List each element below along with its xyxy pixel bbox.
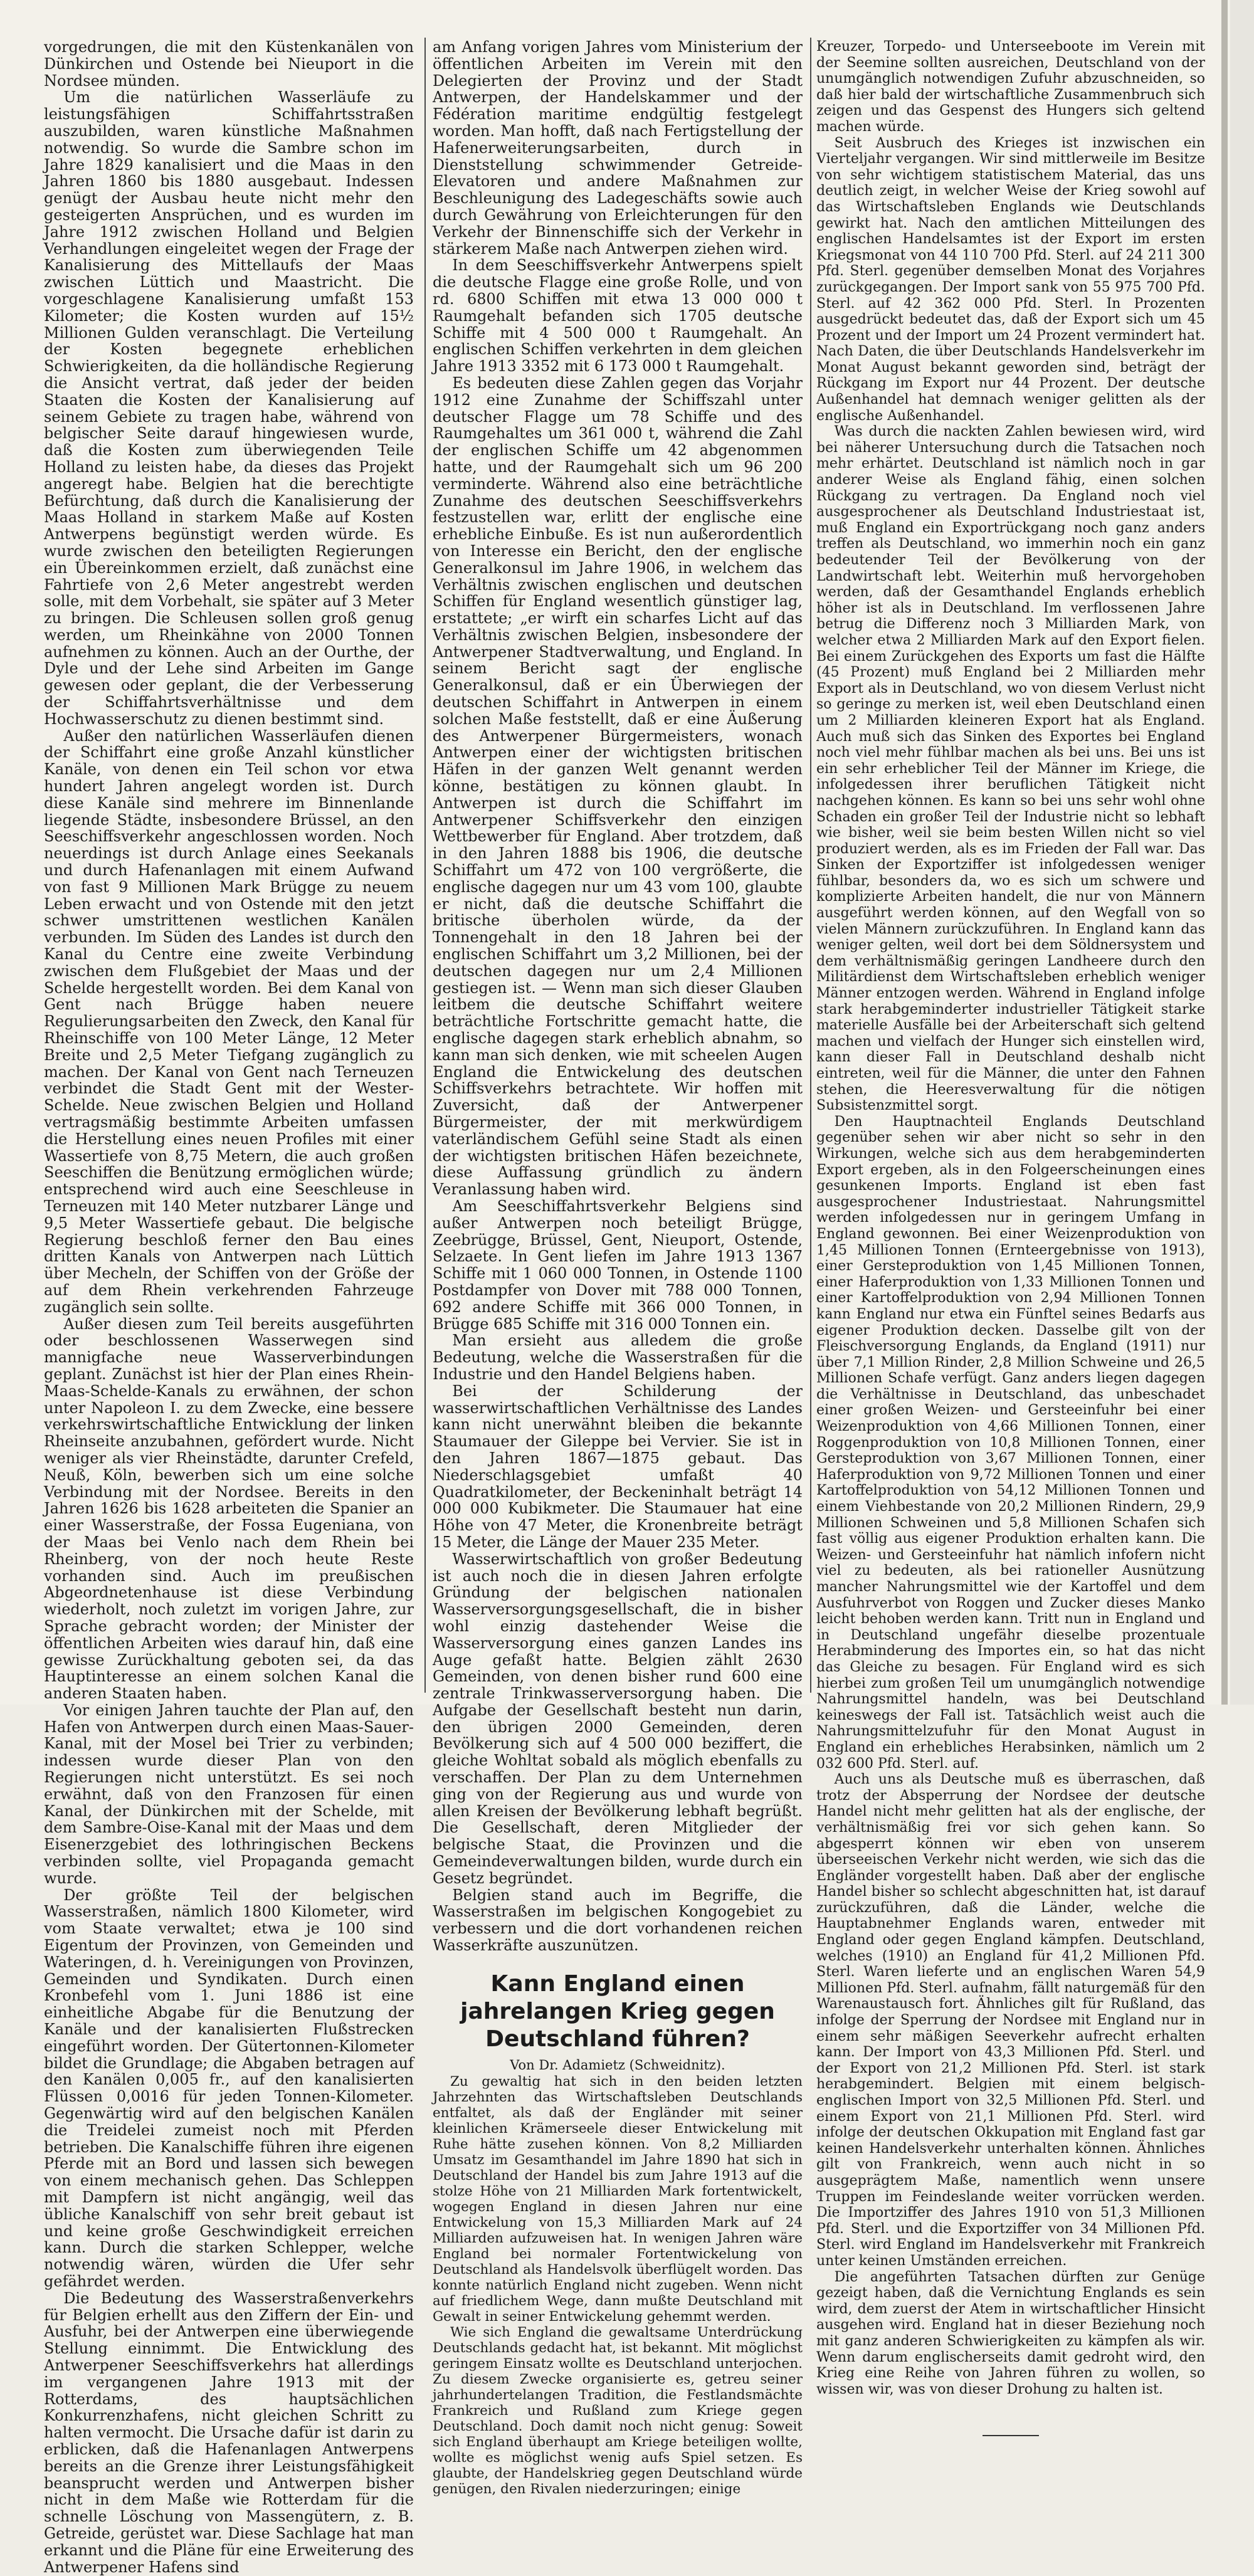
paragraph: Außer diesen zum Teil bereits ausgeführten oder beschlossenen Wasserwegen sind mannigfache neue Wasserverbindungen geplant. Zunächst ist hier der Plan eines Rhein-Maas-Schelde-Kanals zu erwähnen, der schon unter Napoleon I. zu dem Zwecke, eine bessere verkehrswirtschaftliche Entwicklung der linken Rheinseite anzubahnen, gefördert wurde. Nicht weniger als vier Rheinstädte, darunter Crefeld, Neuß, Köln, bewerben sich um eine solche Verbindung mit der Nordsee. Bereits in den Jahren 1626 bis 1628 arbeiteten die Spanier an einer Wasserstraße, der Fossa Eugeniana, von der Maas bei Venlo nach dem Rhein bei Rheinberg, von der noch heute Reste vorhanden sind. Auch im preußischen Abgeordnetenhause ist diese Verbindung wiederholt, noch zuletzt im vorigen Jahre, zur Sprache gebracht worden; der Minister der öffentlichen Arbeiten wies darauf hin, daß eine gewisse Zurückhaltung geboten sei, da das Hauptinteresse an einem solchen Kanal die anderen Staaten haben. [44,1315,414,1703]
column-1 [44,38,414,2576]
end-of-article-rule [983,2435,1039,2436]
paragraph: Seit Ausbruch des Krieges ist inzwischen ein Vierteljahr vergangen. Wir sind mittlerweile im Besitze von sehr wichtigem statistischem Material, das uns deutlich zeigt, in welcher Weise der Krieg sowohl auf das Wirtschaftsleben Englands wie Deutschlands gewirkt hat. Nach den amtlichen Mitteilungen des englischen Handelsamtes ist der Export im ersten Kriegsmonat von 44 110 700 Pfd. Sterl. auf 24 211 300 Pfd. Sterl. gegenüber demselben Monat des Vorjahres zurückgegangen. Der Import sank von 55 975 700 Pfd. Sterl. auf 42 362 000 Pfd. Sterl. In Prozenten ausgedrückt bedeutet das, daß der Export sich um 45 Prozent und der Import um 24 Prozent vermindert hat. Nach Daten, die über Deutschlands Handelsverkehr im Monat August bekannt geworden sind, beträgt der Rückgang im Export nur 44 Prozent. Der deutsche Außenhandel hat demnach weniger gelitten als der englische Außenhandel. [816,135,1205,424]
article-byline: Von Dr. Adamietz (Schweidnitz). [510,2057,725,2073]
paragraph: Auch uns als Deutsche muß es überraschen, daß trotz der Absperrung der Nordsee der deutsche Handel nicht mehr gelitten hat als der englische, der verhältnismäßig frei vor sich gehen kann. So abgesperrt können wir eben von unserem überseeischen Verkehr nicht werden, wie sich das die Engländer vorgestellt haben. Daß aber der englische Handel bisher so schlecht abgeschnitten hat, ist darauf zurückzuführen, daß die Länder, welche die Hauptabnehmer Englands waren, entweder mit England oder gegen England kämpfen. Deutschland, welches (1910) an England für 41,2 Millionen Pfd. Sterl. Waren lieferte und an englischen Waren 54,9 Millionen Pfd. Sterl. aufnahm, fällt naturgemäß für den Warenaustausch fort. Ähnliches gilt für Rußland, das infolge der Sperrung der Nordsee mit England nur in einem sehr mäßigen Seeverkehr aufrecht erhalten kann. Der Import von 43,3 Millionen Pfd. Sterl. und der Export von 21,2 Millionen Pfd. Sterl. ist stark herabgemindert. Belgien mit einem belgisch-englischen Import von 32,5 Millionen Pfd. Sterl. und einem Export von 21,1 Millionen Pfd. Sterl. wird infolge der deutschen Okkupation mit England fast gar keinen Handelsverkehr unterhalten können. Ähnliches gilt von Frankreich, wenn auch nicht in so ausgeprägtem Maße, namentlich wenn unsere Truppen im Feindeslande weiter vorrücken werden. Die Importziffer des Jahres 1910 von 51,3 Millionen Pfd. Sterl. und die Exportziffer von 34 Millionen Pfd. Sterl. wird England im Handelsverkehr mit Frankreich unter keinen Umständen erreichen. [816,1772,1205,2269]
paragraph: Belgien stand auch im Begriffe, die Wasserstraßen im belgischen Kongogebiet zu verbessern und die dort vorhandenen reichen Wasserkräfte auszunützen. [433,1886,803,1955]
paragraph: Was durch die nackten Zahlen bewiesen wird, wird bei näherer Untersuchung durch die Tatsachen noch mehr erhärtet. Deutschland ist nämlich noch in gar anderer Weise als England fähig, einen solchen Rückgang zu vertragen. Da England noch viel ausgesprochener als Deutschland Industriestaat ist, muß England ein Exportrückgang noch ganz anders treffen als Deutschland, wo immerhin noch ein ganz bedeutender Teil der Bevölkerung von der Landwirtschaft lebt. Weiterhin muß hervorgehoben werden, daß der Gesamthandel Englands erheblich höher ist als in Deutschland. Im verflossenen Jahre betrug die Differenz noch 3 Milliarden Mark, von welcher etwa 2 Milliarden Mark auf den Export fielen. Bei einem Zurückgehen des Exports um fast die Hälfte (45 Prozent) muß England bei 2 Milliarden mehr Export als in Deutschland, wo von diesem Verlust nicht so geringe zu merken ist, weil eben Deutschland einen um 2 Milliarden kleineren Export hat als England. Auch muß sich das Sinken des Exportes bei England noch viel mehr fühlbar machen als bei uns. Bei uns ist ein sehr erheblicher Teil der Männer im Kriege, die infolgedessen ihrer beruflichen Tätigkeit nicht nachgehen können. Es kann so bei uns sehr wohl ohne Schaden ein großer Teil der Industrie nicht so lebhaft wie bisher, weil sie beim besten Willen nicht so viel produziert werden, als es im Frieden der Fall war. Das Sinken der Exportziffer ist infolgedessen weniger fühlbar, besonders da, wo es sich um schwere und komplizierte Arbeiten handelt, die nur von Männern ausgeführt werden können, auf den Wegfall von so vielen Männern zurückzuführen. In England kann das weniger gelten, weil dort bei dem Söldnersystem und dem verhältnismäßig geringen Landheere durch den Militärdienst dem Wirtschaftsleben erheblich weniger Männer entzogen werden. Während in England infolge stark herabgeminderter industrieller Tätigkeit starke materielle Ausfälle bei der Arbeiterschaft sich geltend machen und vielfach der Hunger sich einstellen wird, kann dieser Fall in Deutschland deshalb nicht eintreten, weil für die Männer, die unter den Fahnen stehen, die Heeresverwaltung für die nötigen Subsistenzmittel sorgt. [816,424,1205,1114]
paragraph: am Anfang vorigen Jahres vom Ministerium der öffentlichen Arbeiten im Verein mit den Delegierten der Provinz und der Stadt Antwerpen, der Handelskammer und der Fédération maritime endgültig festgelegt worden. Man hofft, daß nach Fertigstellung der Hafenerweiterungsarbeiten, durch in Dienststellung schwimmender Getreide-Elevatoren und andere Maßnahmen zur Beschleunigung des Ladegeschäfts sowie auch durch Gewährung von Erleichterungen für den Verkehr der Binnenschiffe sich der Verkehr in stärkerem Maße nach Antwerpen ziehen wird. [433,38,803,258]
column-rule-1 [424,38,426,1693]
paragraph: Wasserwirtschaftlich von großer Bedeutung ist auch noch die in diesen Jahren erfolgte Gründung der belgischen nationalen Wasserversorgungsgesellschaft, die in bisher wohl einzig dastehender Weise die Wasserversorgung eines ganzen Landes ins Auge gefaßt hatte. Belgien zählt 2630 Gemeinden, von denen bisher rund 600 eine zentrale Trinkwasserversorgung haben. Die Aufgabe der Gesellschaft besteht nun darin, den übrigen 2000 Gemeinden, deren Bevölkerung sich auf 4 500 000 beziffert, die gleiche Wohltat sobald als möglich ebenfalls zu verschaffen. Der Plan zu dem Unternehmen ging von der Regierung aus und wurde von allen Kreisen der Bevölkerung lebhaft begrüßt. Die Gesellschaft, deren Mitglieder der belgische Staat, die Provinzen und die Gemeindeverwaltungen bilden, wurde durch ein Gesetz begründet. [433,1550,803,1887]
page-edge-shadow [1221,0,1228,1705]
paragraph: Es bedeuten diese Zahlen gegen das Vorjahr 1912 eine Zunahme der Schiffszahl unter deutscher Flagge um 78 Schiffe und des Raumgehaltes um 361 000 t, während die Zahl der englischen Schiffe um 42 abgenommen hatte, und der Raumgehalt sich um 96 200 verminderte. Während also eine beträchtliche Zunahme des deutschen Seeschiffsverkehrs festzustellen war, erlitt der englische eine erhebliche Einbuße. Es ist nun außerordentlich von Interesse ein Bericht, den der englische Generalkonsul im Jahre 1906, in welchem das Verhältnis zwischen englischen und deutschen Schiffen für England wesentlich günstiger lag, erstattete; „er wirft ein scharfes Licht auf das Verhältnis zwischen Belgien, insbesondere der Antwerpener Stadtverwaltung, und England. In seinem Bericht sagt der englische Generalkonsul, daß er ein Überwiegen der deutschen Schiffahrt in Antwerpen in einem solchen Maße feststellt, daß er eine Äußerung des Antwerpener Bürgermeisters, wonach Antwerpen einer der wichtigsten britischen Häfen in der ganzen Welt genannt werden könne, bestätigen zu können glaubt. In Antwerpen ist durch die Schiffahrt im Antwerpener Schiffsverkehr den einzigen Wettbewerber für England. Aber trotzdem, daß in den Jahren 1888 bis 1906, die deutsche Schiffahrt um 472 von 100 vergrößerte, die englische dagegen nur um 43 vom 100, glaubte er nicht, daß die deutsche Schiffahrt die britische überholen würde, da der Tonnengehalt in den 18 Jahren bei der englischen Schiffahrt um 3,2 Millionen, bei der deutschen dagegen nur um 2,4 Millionen gestiegen ist. — Wenn man sich dieser Glauben leitbem die deutsche Schiffahrt weitere beträchtliche Fortschritte gemacht hatte, die englische dagegen stark erheblich abnahm, so kann man sich denken, wie mit scheelen Augen England die Entwickelung des deutschen Schiffsverkehrs betrachtete. Wir hoffen mit Zuversicht, daß der Antwerpener Bürgermeister, der mit merkwürdigem vaterländischem Gefühl seine Stadt als einen der wichtigsten britischen Häfen bezeichnete, diese Auffassung gründlich zu ändern Veranlassung haben wird. [433,374,803,1199]
paragraph: vorgedrungen, die mit den Küstenkanälen von Dünkirchen und Ostende bei Nieuport in die Nordsee münden. [44,38,414,90]
paragraph: In dem Seeschiffsverkehr Antwerpens spielt die deutsche Flagge eine große Rolle, und von rd. 6800 Schiffen mit etwa 13 000 000 t Raumgehalt befanden sich 1705 deutsche Schiffe mit 4 500 000 t Raumgehalt. An englischen Schiffen verkehrten in dem gleichen Jahre 1913 3352 mit 6 173 000 t Raumgehalt. [433,256,803,376]
paragraph: Der größte Teil der belgischen Wasserstraßen, nämlich 1800 Kilometer, wird vom Staate verwaltet; etwa je 100 sind Eigentum der Provinzen, von Gemeinden und Wateringen, d. h. Vereinigungen von Provinzen, Gemeinden und Syndikaten. Durch einen Kronbefehl vom 1. Juni 1886 ist eine einheitliche Abgabe für die Benutzung der Kanäle und der kanalisierten Flußstrecken eingeführt worden. Der Gütertonnen-Kilometer bildet die Grundlage; die Abgaben betragen auf den Kanälen 0,005 fr., auf den kanalisierten Flüssen 0,0016 für jeden Tonnen-Kilometer. Gegenwärtig wird auf den belgischen Kanälen die Treidelei zumeist noch mit Pferden betrieben. Die Kanalschiffe führen ihre eigenen Pferde mit an Bord und lassen sich bewegen von einem mechanisch gehen. Das Schleppen mit Dampfern ist nicht angängig, weil das übliche Kanalschiff von sehr breit gebaut ist und keine große Geschwindigkeit erreichen kann. Durch die starken Schlepper, welche notwendig wären, würden die Ufer sehr gefährdet werden. [44,1886,414,2290]
paragraph: Man ersieht aus alledem die große Bedeutung, welche die Wasserstraßen für die Industrie und den Handel Belgiens haben. [433,1332,803,1383]
paragraph: Am Seeschiffahrtsverkehr Belgiens sind außer Antwerpen noch beteiligt Brügge, Zeebrügge, Brüssel, Gent, Nieuport, Ostende, Selzaete. In Gent liefen im Jahre 1913 1367 Schiffe mit 1 060 000 Tonnen, in Ostende 1100 Postdampfer von Dover mit 788 000 Tonnen, 692 andere Schiffe mit 366 000 Tonnen, in Brügge 685 Schiffe mit 316 000 Tonnen ein. [433,1197,803,1333]
page-edge-margin [1230,0,1254,1705]
paragraph: Um die natürlichen Wasserläufe zu leistungsfähigen Schiffahrtsstraßen auszubilden, waren künstliche Maßnahmen notwendig. So wurde die Sambre schon im Jahre 1829 kanalisiert und die Maas in den Jahren 1860 bis 1880 ausgebaut. Indessen genügt der Ausbau heute nicht mehr den gesteigerten Ansprüchen, und es wurden im Jahre 1912 zwischen Holland und Belgien Verhandlungen eingeleitet wegen der Frage der Kanalisierung des Mittellaufs der Maas zwischen Lüttich und Maastricht. Die vorgeschlagene Kanalisierung umfaßt 153 Kilometer; die Kosten wurden auf 15½ Millionen Gulden veranschlagt. Die Verteilung der Kosten begegnete erheblichen Schwierigkeiten, da die holländische Regierung die Ansicht vertrat, daß jeder der beiden Staaten die Kosten der Kanalisierung auf seinem Gebiete zu tragen habe, während von belgischer Seite darauf hingewiesen wurde, daß die Kosten zum überwiegenden Teile Holland zu leisten habe, da dieses das Projekt angeregt habe. Belgien hat die berechtigte Befürchtung, daß durch die Kanalisierung der Maas Holland in starkem Maße auf Kosten Antwerpens begünstigt werden würde. Es wurde zwischen den beteiligten Regierungen ein Übereinkommen erzielt, daß zunächst eine Fahrtiefe von 2,6 Meter angestrebt werden solle, mit dem Vorbehalt, sie später auf 3 Meter zu bringen. Die Schleusen sollen groß genug werden, um Rheinkähne von 2000 Tonnen aufnehmen zu können. Auch an der Ourthe, der Dyle und der Lehe sind Arbeiten im Gange gewesen oder geplant, die der Verbesserung der Schiffahrtsverhältnisse und dem Hochwasserschutz zu dienen bestimmt sind. [44,88,414,728]
column-2 [433,38,803,2497]
article-headline: Kann England einen jahrelangen Krieg gegen Deutschland führen? [460,1970,775,2052]
paragraph: Den Hauptnachteil Englands Deutschland gegenüber sehen wir aber nicht so sehr in den Wirkungen, welche sich aus dem herabgeminderten Export ergeben, als in den Folgeerscheinungen eines gesunkenen Imports. England ist eben fast ausgesprochener Industriestaat. Nahrungsmittel werden infolgedessen nur in geringem Umfang in England gewonnen. Bei einer Weizenproduktion von 1,45 Millionen Tonnen (Ernteergebnisse von 1913), einer Gersteproduktion von 1,45 Millionen Tonnen, einer Haferproduktion von 1,33 Millionen Tonnen und einer Kartoffelproduktion von 2,94 Millionen Tonnen kann England nur etwa ein Fünftel seines Bedarfs aus eigener Produktion decken. Dasselbe gilt von der Fleischversorgung Englands, da England (1911) nur über 7,1 Million Rinder, 2,8 Million Schweine und 26,5 Millionen Schafe verfügt. Ganz anders liegen dagegen die Verhältnisse in Deutschland, das unbeschadet einer großen Weizen- und Gersteeinfuhr bei einer Weizenproduktion von 4,66 Millionen Tonnen, einer Roggenproduktion von 10,8 Millionen Tonnen, einer Gersteproduktion von 3,67 Millionen Tonnen, einer Haferproduktion von 9,72 Millionen Tonnen und einer Kartoffelproduktion von 54,12 Millionen Tonnen und einem Viehbestande von 20,2 Millionen Rindern, 29,9 Millionen Schweinen und 5,8 Millionen Schafen sich fast völlig aus eigener Produktion erhalten kann. Die Weizen- und Gersteeinfuhr hat nämlich infofern nicht viel zu bedeuten, als bei rationeller Ausnützung mancher Nahrungsmittel wie der Kartoffel und dem Ausfuhrverbot von Roggen und Zucker dieses Manko leicht behoben werden kann. Tritt nun in England und in Deutschland ungefähr dieselbe prozentuale Herabminderung des Importes ein, so hat das nicht das Gleiche zu besagen. Für England wird es sich hierbei zum großen Teil um unumgänglich notwendige Nahrungsmittel handeln, was bei Deutschland keineswegs der Fall ist. Tatsächlich weist auch die Nahrungsmittelzufuhr für den Monat August in England ein erhebliches Herabsinken, nämlich um 2 032 600 Pfd. Sterl. auf. [816,1113,1205,1772]
paragraph: Zu gewaltig hat sich in den beiden letzten Jahrzehnten das Wirtschaftsleben Deutschlands entfaltet, als daß der Engländer mit seiner kleinlichen Krämerseele dieser Entwickelung mit Ruhe hätte zusehen können. Von 8,2 Milliarden Umsatz im Gesamthandel im Jahre 1890 hat sich in Deutschland der Handel bis zum Jahre 1913 auf die stolze Höhe von 21 Milliarden Mark fortentwickelt, wogegen England in diesen Jahren nur eine Entwickelung von 15,3 Milliarden Mark auf 24 Milliarden aufzuweisen hat. In wenigen Jahren wäre England bei normaler Fortentwickelung von Deutschland als Handelsvolk überflügelt worden. Das konnte natürlich England nicht zugeben. Wenn nicht auf friedlichem Wege, dann mußte Deutschland mit Gewalt in seiner Entwickelung gehemmt werden. [433,2073,803,2325]
paragraph: Wie sich England die gewaltsame Unterdrückung Deutschlands gedacht hat, ist bekannt. Mit möglichst geringem Einsatz wollte es Deutschland unterjochen. Zu diesem Zwecke organisierte es, getreu seiner jahrhundertelangen Tradition, die Festlandsmächte Frankreich und Rußland zum Kriege gegen Deutschland. Doch damit noch nicht genug: Soweit sich England überhaupt am Kriege beteiligen wollte, wollte es möglichst wenig aufs Spiel setzen. Es glaubte, der Handelskrieg gegen Deutschland würde genügen, den Rivalen niederzuringen; einige [433,2324,803,2497]
paragraph: Vor einigen Jahren tauchte der Plan auf, den Hafen von Antwerpen durch einen Maas-Sauer-Kanal, mit der Mosel bei Trier zu verbinden; indessen wurde dieser Plan von den Regierungen nicht unterstützt. Es sei noch erwähnt, daß von den Franzosen für einen Kanal, der Dünkirchen mit der Schelde, mit dem Sambre-Oise-Kanal mit der Maas und dem Eisenerzgebiet des lothringischen Beckens verbinden sollte, viel Propaganda gemacht wurde. [44,1701,414,1887]
paragraph: Bei der Schilderung der wasserwirtschaftlichen Verhältnisse des Landes kann nicht unerwähnt bleiben die bekannte Staumauer der Gileppe bei Vervier. Sie ist in den Jahren 1867—1875 gebaut. Das Niederschlagsgebiet umfaßt 40 Quadratkilometer, der Beckeninhalt beträgt 14 000 000 Kubikmeter. Die Staumauer hat eine Höhe von 47 Meter, die Kronenbreite beträgt 15 Meter, die Länge der Mauer 235 Meter. [433,1382,803,1551]
paragraph: Kreuzer, Torpedo- und Unterseeboote im Verein mit der Seemine sollten ausreichen, Deutschland von der unumgänglich notwendigen Zufuhr abzuschneiden, so daß hier bald der wirtschaftliche Zusammenbruch sich zeigen und das Gespenst des Hungers sich geltend machen würde. [816,39,1205,135]
paragraph: Außer den natürlichen Wasserläufen dienen der Schiffahrt eine große Anzahl künstlicher Kanäle, von denen ein Teil schon vor etwa hundert Jahren angelegt worden ist. Durch diese Kanäle sind mehrere im Binnenlande liegende Städte, insbesondere Brüssel, an den Seeschiffsverkehr angeschlossen worden. Noch neuerdings ist durch Anlage eines Seekanals und durch Hafenanlagen mit einem Aufwand von fast 9 Millionen Mark Brügge zu neuem Leben erwacht und von Ostende mit den jetzt schwer umstrittenen westlichen Kanälen verbunden. Im Süden des Landes ist durch den Kanal du Centre eine zweite Verbindung zwischen dem Flußgebiet der Maas und der Schelde hergestellt worden. Bei dem Kanal von Gent nach Brügge haben neuere Regulierungsarbeiten den Zweck, den Kanal für Rheinschiffe von 100 Meter Länge, 12 Meter Breite und 2,5 Meter Tiefgang zugänglich zu machen. Der Kanal von Gent nach Terneuzen verbindet die Stadt Gent mit der Wester-Schelde. Neue zwischen Belgien und Holland vertragsmäßig bestimmte Arbeiten umfassen die Herstellung eines neuen Profiles mit einer Wassertiefe von 8,75 Metern, die auch großen Seeschiffen die Benützung ermöglichen würde; entsprechend wird auch eine Seeschleuse in Terneuzen mit 140 Meter nutzbarer Länge und 9,5 Meter Wassertiefe gebaut. Die belgische Regierung beschloß ferner den Bau eines dritten Kanals von Antwerpen nach Lüttich über Mecheln, der Schiffen von der Größe der auf dem Rhein verkehrenden Fahrzeuge zugänglich sein sollte. [44,727,414,1316]
paragraph: Die angeführten Tatsachen dürften zur Genüge gezeigt haben, daß die Vernichtung Englands es sein wird, dem zuerst der Atem in wirtschaftlicher Hinsicht ausgehen wird. England hat in dieser Beziehung noch mit ganz anderen Schwierigkeiten zu kämpfen als wir. Wenn darum englischerseits damit gedroht wird, den Krieg eine Reihe von Jahren führen zu wollen, so wissen wir, was von dieser Drohung zu halten ist. [816,2269,1205,2397]
column-rule-2 [810,38,811,1693]
column-3 [816,39,1205,2397]
paragraph: Die Bedeutung des Wasserstraßenverkehrs für Belgien erhellt aus den Ziffern der Ein- und Ausfuhr, bei der Antwerpen eine überwiegende Stellung einnimmt. Die Entwicklung des Antwerpener Seeschiffsverkehrs hat allerdings im vergangenen Jahre 1913 mit der Rotterdams, des hauptsächlichen Konkurrenzhafens, nicht gleichen Schritt zu halten vermocht. Die Ursache dafür ist darin zu erblicken, daß die Hafenanlagen Antwerpens bereits an die Grenze ihrer Leistungsfähigkeit beansprucht werden und Antwerpen bisher nicht in dem Maße wie Rotterdam für die schnelle Löschung von Massengütern, z. B. Getreide, gerüstet war. Diese Sachlage hat man erkannt und die Pläne für eine Erweiterung des Antwerpener Hafens sind [44,2289,414,2576]
